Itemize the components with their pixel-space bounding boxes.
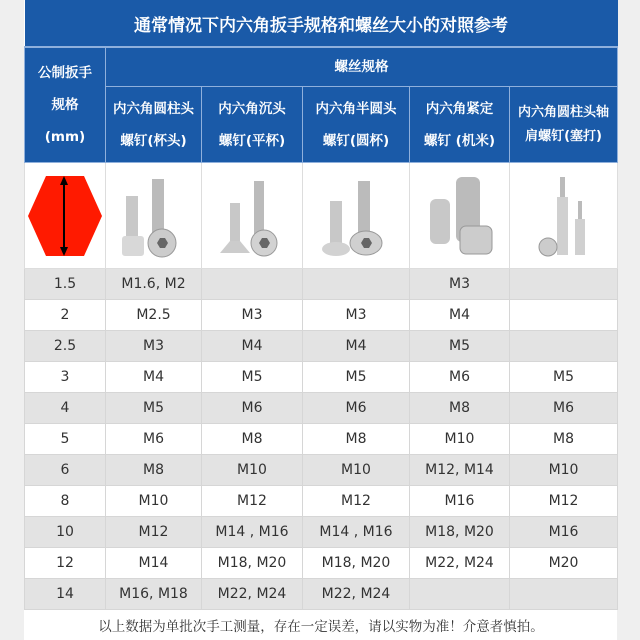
spec-table-container	[24, 0, 617, 640]
header-line: 螺钉(圆杯)	[322, 132, 390, 149]
table-row	[25, 393, 618, 424]
header-line: 规格	[51, 97, 79, 113]
screw-size-cell: M12	[106, 517, 202, 548]
screw-size-cell: M18, M20	[202, 548, 303, 579]
screw-size-cell: M4	[303, 331, 410, 362]
screw-photo-icon	[114, 171, 194, 261]
screw-size-cell: M4	[106, 362, 202, 393]
screw-size-cell: M12	[202, 486, 303, 517]
screw-size-cell: M12	[303, 486, 410, 517]
screw-size-cell: M22, M24	[303, 579, 410, 610]
screw-size-cell: M6	[106, 424, 202, 455]
screw-size-cell: M10	[510, 455, 618, 486]
screw-size-cell: M5	[303, 362, 410, 393]
screw-size-cell: M5	[202, 362, 303, 393]
shoulder-bolt-image	[510, 163, 618, 269]
screw-size-cell: M3	[202, 300, 303, 331]
wrench-size-cell: 6	[25, 455, 106, 486]
wrench-size-cell: 1.5	[25, 269, 106, 300]
table-row	[25, 362, 618, 393]
button-head-screw-image	[303, 163, 410, 269]
screw-size-cell	[510, 579, 618, 610]
screw-size-cell: M8	[303, 424, 410, 455]
screw-size-cell: M22, M24	[410, 548, 510, 579]
screw-size-cell: M14 , M16	[202, 517, 303, 548]
hex-wrench-screw-size-table	[24, 0, 618, 640]
wrench-size-cell: 14	[25, 579, 106, 610]
screw-size-cell: M12	[510, 486, 618, 517]
table-row	[25, 579, 618, 610]
screw-size-cell	[510, 269, 618, 300]
screw-size-cell: M6	[303, 393, 410, 424]
screw-size-cell: M10	[106, 486, 202, 517]
screw-size-cell: M10	[410, 424, 510, 455]
header-line: 公制扳手	[38, 65, 92, 81]
column-header-button-head	[303, 87, 410, 163]
header-line: 内六角圆柱头轴	[518, 104, 610, 120]
header-line: 螺钉(平杯)	[218, 132, 286, 149]
screw-size-cell: M5	[106, 393, 202, 424]
screw-size-cell: M22, M24	[202, 579, 303, 610]
screw-size-cell: M8	[202, 424, 303, 455]
column-header-countersunk	[202, 87, 303, 163]
header-line: 螺钉(杯头)	[120, 132, 187, 149]
screw-size-cell: M5	[510, 362, 618, 393]
table-row	[25, 424, 618, 455]
disclaimer-footer: 以上数据为单批次手工测量，存在一定误差，请以实物为准！介意者慎拍。	[98, 619, 544, 635]
screw-photo-icon	[524, 171, 604, 261]
wrench-size-cell: 8	[25, 486, 106, 517]
screw-spec-group-header: 螺丝规格	[106, 47, 618, 87]
column-header-shoulder-bolt	[510, 87, 618, 163]
screw-size-cell: M5	[410, 331, 510, 362]
screw-size-cell: M10	[303, 455, 410, 486]
wrench-size-cell: 3	[25, 362, 106, 393]
screw-photo-icon	[212, 171, 292, 261]
table-row	[25, 548, 618, 579]
hexagon-icon	[26, 173, 104, 259]
socket-cap-screw-image	[106, 163, 202, 269]
wrench-size-header	[25, 47, 106, 163]
screw-size-cell: M3	[410, 269, 510, 300]
screw-size-cell: M6	[410, 362, 510, 393]
table-row	[25, 486, 618, 517]
header-line: 螺钉 (机米)	[423, 132, 496, 149]
screw-photo-icon	[420, 171, 500, 261]
header-line: 内六角半圆头	[315, 100, 397, 117]
screw-size-cell: M6	[510, 393, 618, 424]
table-row	[25, 300, 618, 331]
screw-size-cell: M16	[510, 517, 618, 548]
column-header-socket-cap	[106, 87, 202, 163]
screw-size-cell: M8	[106, 455, 202, 486]
countersunk-screw-image	[202, 163, 303, 269]
screw-size-cell: M4	[410, 300, 510, 331]
header-line: 内六角圆柱头	[113, 100, 194, 117]
table-row	[25, 269, 618, 300]
table-row	[25, 331, 618, 362]
screw-size-cell: M16	[410, 486, 510, 517]
wrench-size-cell: 2.5	[25, 331, 106, 362]
screw-size-cell: M14 , M16	[303, 517, 410, 548]
screw-size-cell	[202, 269, 303, 300]
screw-size-cell: M6	[202, 393, 303, 424]
header-line: 内六角紧定	[425, 100, 494, 117]
screw-size-cell	[303, 269, 410, 300]
screw-photo-icon	[316, 171, 396, 261]
screw-size-cell: M20	[510, 548, 618, 579]
screw-size-cell: M3	[106, 331, 202, 362]
screw-size-cell: M4	[202, 331, 303, 362]
column-header-set-screw	[410, 87, 510, 163]
screw-size-cell: M16, M18	[106, 579, 202, 610]
wrench-size-cell: 4	[25, 393, 106, 424]
screw-size-cell: M2.5	[106, 300, 202, 331]
header-line: 肩螺钉(塞打)	[525, 128, 602, 144]
screw-size-cell: M12, M14	[410, 455, 510, 486]
header-line: (mm)	[44, 129, 86, 145]
screw-size-cell: M8	[510, 424, 618, 455]
hex-size-diagram	[25, 163, 106, 269]
table-row	[25, 517, 618, 548]
screw-size-cell	[410, 579, 510, 610]
header-line: 内六角沉头	[218, 100, 286, 117]
wrench-size-cell: 5	[25, 424, 106, 455]
wrench-size-cell: 2	[25, 300, 106, 331]
screw-size-cell	[510, 331, 618, 362]
table-title: 通常情况下内六角扳手规格和螺丝大小的对照参考	[25, 0, 618, 47]
screw-size-cell: M10	[202, 455, 303, 486]
screw-size-cell: M1.6, M2	[106, 269, 202, 300]
screw-size-cell: M18, M20	[303, 548, 410, 579]
screw-size-cell: M3	[303, 300, 410, 331]
wrench-size-cell: 10	[25, 517, 106, 548]
screw-size-cell: M18, M20	[410, 517, 510, 548]
screw-size-cell: M8	[410, 393, 510, 424]
table-row	[25, 455, 618, 486]
screw-size-cell: M14	[106, 548, 202, 579]
set-screw-image	[410, 163, 510, 269]
wrench-size-cell: 12	[25, 548, 106, 579]
screw-size-cell	[510, 300, 618, 331]
